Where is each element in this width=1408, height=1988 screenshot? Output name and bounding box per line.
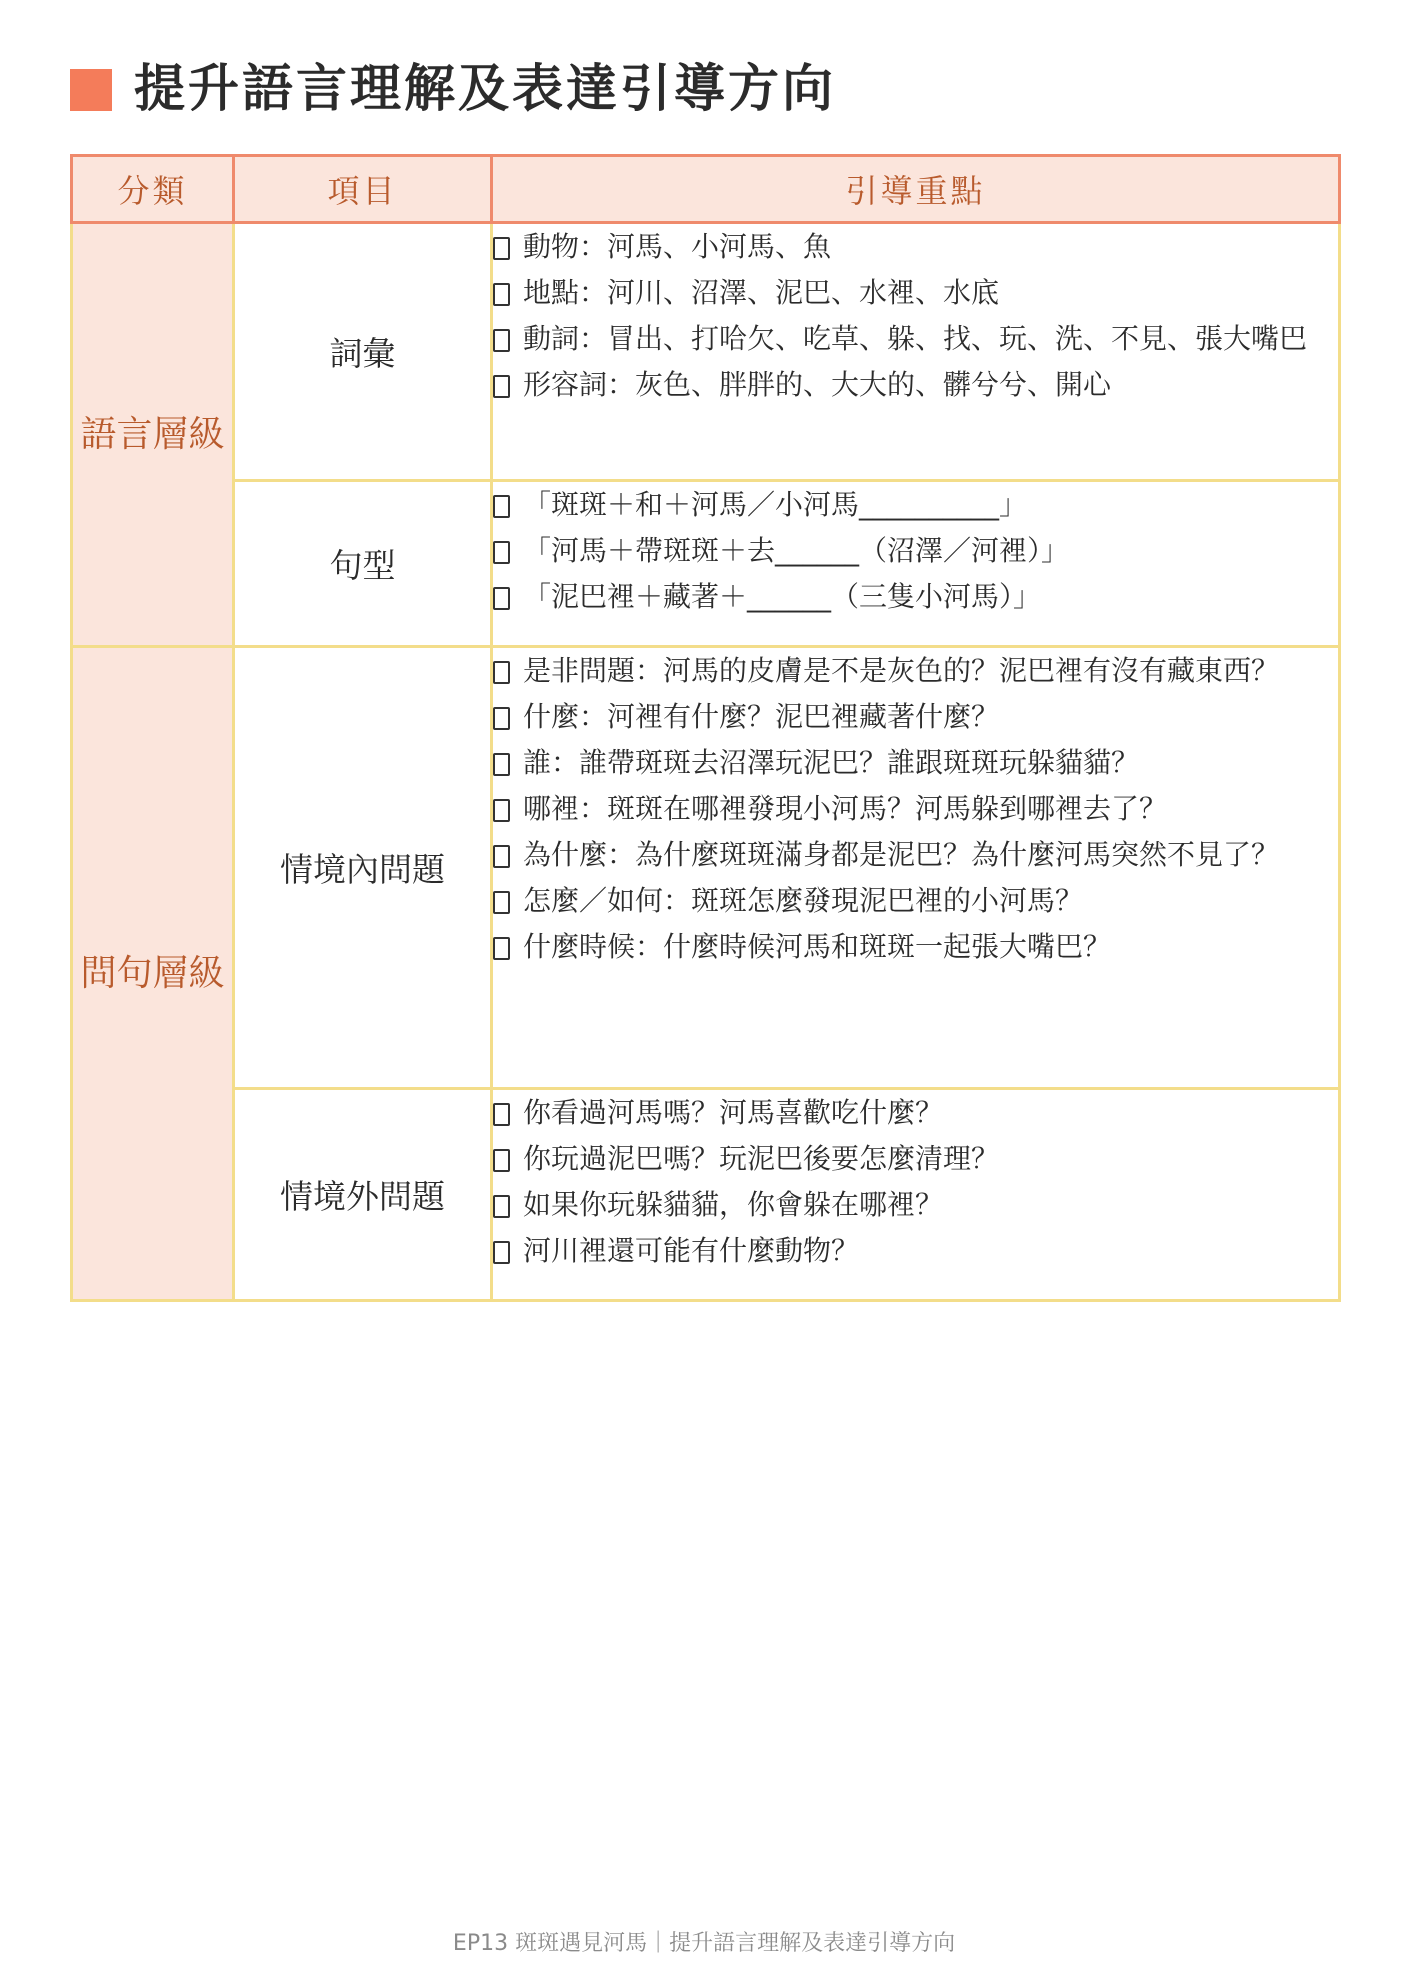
page-header [70,58,836,122]
checkbox-icon [493,937,510,960]
point-text: 什麼時候：什麼時候河馬和斑斑一起張大嘴巴？ [523,930,1112,963]
table-row [72,1089,1340,1301]
checkbox-icon [493,237,510,260]
list-item [493,648,1338,694]
list-item [493,270,1338,316]
list-item [493,1090,1338,1136]
list-item [493,528,1338,574]
point-text: 如果你玩躲貓貓，你會躲在哪裡？ [523,1188,944,1221]
checkbox-icon [493,1241,510,1264]
point-text: 哪裡：斑斑在哪裡發現小河馬？河馬躲到哪裡去了？ [523,792,1168,825]
checkbox-icon [493,1149,510,1172]
table-row [72,647,1340,1089]
checkbox-icon [493,283,510,306]
checkbox-icon [493,495,510,518]
header-item: 項目 [234,156,492,223]
list-item [493,316,1338,362]
points-cell [492,1089,1340,1301]
checkbox-icon [493,1103,510,1126]
checkbox-icon [493,375,510,398]
point-text: 誰：誰帶斑斑去沼澤玩泥巴？誰跟斑斑玩躲貓貓？ [523,746,1140,779]
list-item [493,482,1338,528]
list-item [493,224,1338,270]
list-item [493,786,1338,832]
checkbox-icon [493,891,510,914]
point-text: 什麼：河裡有什麼？泥巴裡藏著什麼？ [523,700,1000,733]
title-square-icon [70,69,112,111]
header-focus: 引導重點 [492,156,1340,223]
category-cell: 語言層級 [72,223,234,647]
list-item [493,740,1338,786]
table-row [72,481,1340,647]
points-cell [492,647,1340,1089]
checkbox-icon [493,707,510,730]
point-text: 是非問題：河馬的皮膚是不是灰色的？泥巴裡有沒有藏東西？ [523,654,1280,687]
checkbox-icon [493,753,510,776]
checkbox-icon [493,587,510,610]
checkbox-icon [493,1195,510,1218]
points-cell [492,481,1340,647]
point-text: 動物：河馬、小河馬、魚 [523,230,832,263]
checkbox-icon [493,845,510,868]
point-text: 怎麼／如何：斑斑怎麼發現泥巴裡的小河馬？ [523,884,1084,917]
checkbox-icon [493,661,510,684]
point-text: 動詞：冒出、打哈欠、吃草、躲、找、玩、洗、不見、張大嘴巴 [523,322,1308,355]
checkbox-icon [493,799,510,822]
header-category: 分類 [72,156,234,223]
list-item [493,1228,1338,1274]
table-header-row [72,156,1340,223]
point-text: 「泥巴裡＋藏著＋______（三隻小河馬）」 [523,580,1042,613]
point-text: 你看過河馬嗎？河馬喜歡吃什麼？ [523,1096,944,1129]
point-text: 為什麼：為什麼斑斑滿身都是泥巴？為什麼河馬突然不見了？ [523,838,1280,871]
point-text: 「河馬＋帶斑斑＋去______（沼澤／河裡）」 [523,534,1070,567]
item-cell: 情境內問題 [234,647,492,1089]
checkbox-icon [493,541,510,564]
list-item [493,362,1338,408]
point-text: 河川裡還可能有什麼動物？ [523,1234,860,1267]
guidance-table [70,154,1341,1302]
item-cell: 情境外問題 [234,1089,492,1301]
points-cell [492,223,1340,481]
list-item [493,832,1338,878]
list-item [493,694,1338,740]
list-item [493,1182,1338,1228]
page-footer: EP13 斑斑遇見河馬｜提升語言理解及表達引導方向 [452,1931,956,1956]
page-title: 提升語言理解及表達引導方向 [134,60,837,119]
checkbox-icon [493,329,510,352]
point-text: 地點：河川、沼澤、泥巴、水裡、水底 [523,276,1000,309]
list-item [493,574,1338,620]
table-row [72,223,1340,481]
list-item [493,1136,1338,1182]
point-text: 你玩過泥巴嗎？玩泥巴後要怎麼清理？ [523,1142,1000,1175]
point-text: 「斑斑＋和＋河馬／小河馬__________」 [523,488,1028,521]
category-cell: 問句層級 [72,647,234,1301]
item-cell: 詞彙 [234,223,492,481]
list-item [493,878,1338,924]
list-item [493,924,1338,970]
point-text: 形容詞：灰色、胖胖的、大大的、髒兮兮、開心 [523,368,1112,401]
item-cell: 句型 [234,481,492,647]
